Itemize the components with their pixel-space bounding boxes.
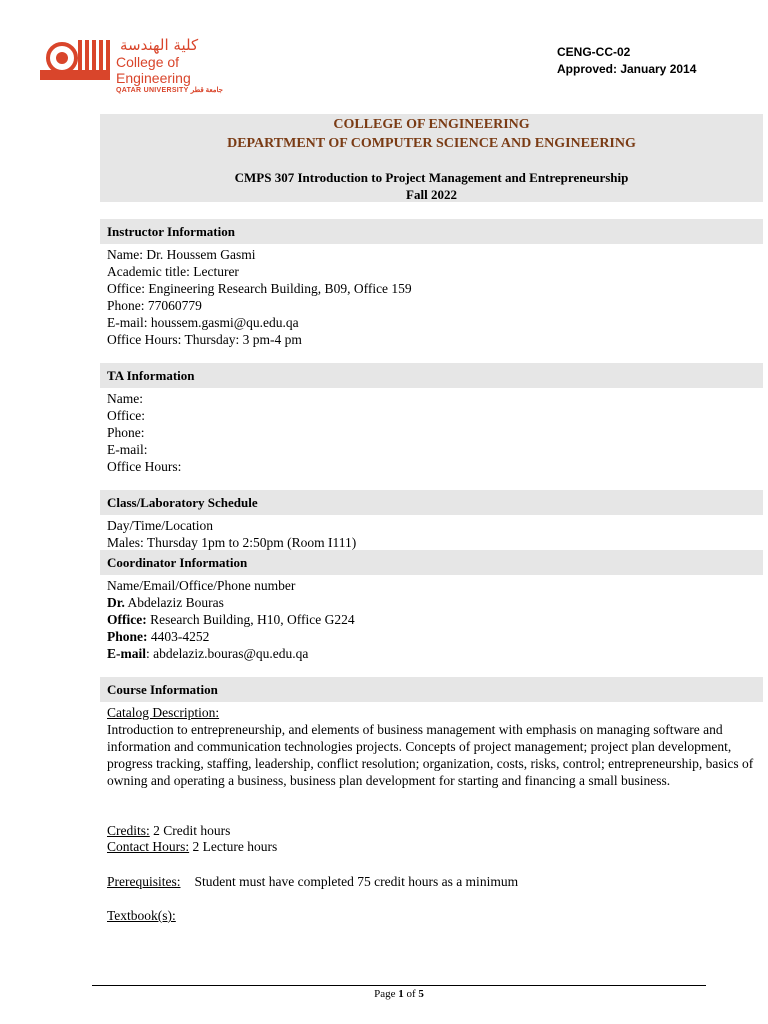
logo-arabic-name: كلية الهندسة	[120, 36, 199, 54]
document-code	[557, 44, 696, 78]
instructor-header: Instructor Information	[100, 219, 763, 244]
ta-hours: Office Hours:	[107, 459, 182, 474]
ta-office: Office:	[107, 408, 145, 423]
coordinator-header: Coordinator Information	[100, 550, 763, 575]
contact-hours: Contact Hours: 2 Lecture hours	[107, 839, 278, 854]
catalog-description: Introduction to entrepreneurship, and elements of business management with emphasis on managing software and information and communication technologies projects. Concepts of project management; project plan development, progress tracking, staffing, leadership, conflict resolution; organization, costs, risks, control; entrepreneurship, basics of owning and operating a business, business plan development for starting and financing a small business.	[107, 722, 754, 788]
course-title: CMPS 307 Introduction to Project Management and Entrepreneurship	[234, 170, 629, 185]
coordinator-label: Name/Email/Office/Phone number	[107, 578, 296, 593]
schedule-label: Day/Time/Location	[107, 518, 213, 533]
prerequisites: Prerequisites: Student must have completed 75 credit hours as a minimum	[107, 874, 519, 889]
catalog-label: Catalog Description:	[107, 705, 220, 720]
ta-name: Name:	[107, 391, 143, 406]
ta-header: TA Information	[100, 363, 763, 388]
department-title: DEPARTMENT OF COMPUTER SCIENCE AND ENGINEERING	[227, 136, 636, 151]
ta-phone: Phone:	[107, 425, 145, 440]
title-block	[100, 114, 763, 202]
page-footer: Page 1 of 5	[374, 988, 424, 1000]
college-logo	[40, 36, 250, 94]
coordinator-office: Office: Research Building, H10, Office G224	[107, 612, 355, 627]
footer-rule	[92, 985, 706, 986]
instructor-office: Office: Engineering Research Building, B09, Office 159	[107, 281, 412, 296]
doc-code-id: CENG-CC-02	[557, 45, 631, 59]
college-emblem-icon	[40, 36, 110, 80]
schedule-header: Class/Laboratory Schedule	[100, 490, 763, 515]
instructor-phone: Phone: 77060779	[107, 298, 202, 313]
instructor-name: Name: Dr. Houssem Gasmi	[107, 247, 256, 262]
instructor-email: E-mail: houssem.gasmi@qu.edu.qa	[107, 315, 299, 330]
logo-university: QATAR UNIVERSITY جامعة قطر	[116, 87, 223, 94]
coordinator-phone: Phone: 4403-4252	[107, 629, 210, 644]
course-header: Course Information	[100, 677, 763, 702]
schedule-males: Males: Thursday 1pm to 2:50pm (Room I111)	[107, 535, 357, 550]
term-title: Fall 2022	[406, 187, 457, 202]
coordinator-email: E-mail: abdelaziz.bouras@qu.edu.qa	[107, 646, 309, 661]
doc-approved-date: Approved: January 2014	[557, 62, 697, 76]
ta-email: E-mail:	[107, 442, 148, 457]
coordinator-name: Dr. Abdelaziz Bouras	[107, 595, 224, 610]
textbook-label: Textbook(s):	[107, 908, 176, 923]
credits: Credits: 2 Credit hours	[107, 823, 231, 838]
instructor-hours: Office Hours: Thursday: 3 pm-4 pm	[107, 332, 302, 347]
instructor-title: Academic title: Lecturer	[107, 264, 239, 279]
logo-english-name: College of Engineering	[116, 54, 191, 86]
college-title: COLLEGE OF ENGINEERING	[333, 117, 530, 132]
